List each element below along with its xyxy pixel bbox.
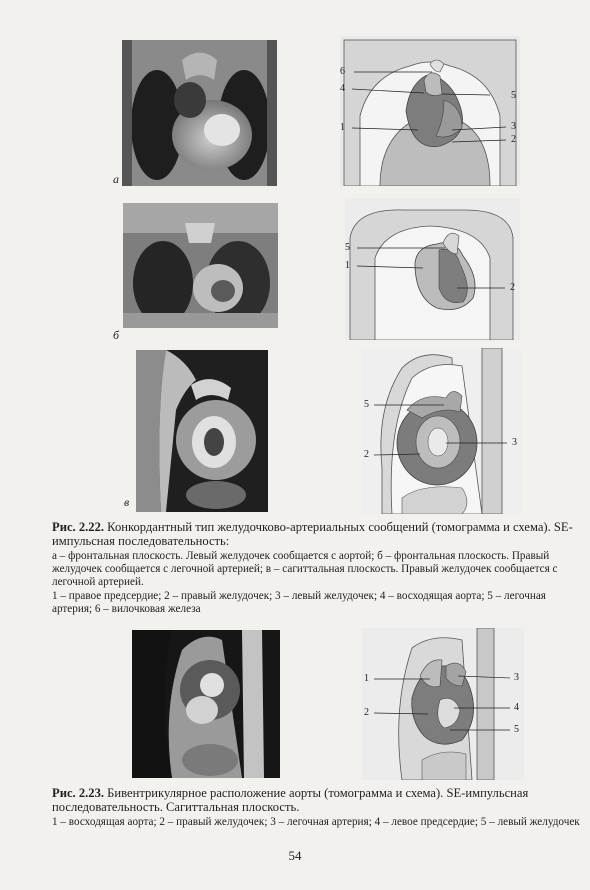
schema1-label-6: 6 [340, 66, 345, 77]
figure-caption-2-23 [52, 786, 580, 829]
schema1-label-2: 2 [511, 134, 516, 145]
schema2-label-1: 1 [345, 260, 350, 271]
figure-caption-2-22 [52, 520, 580, 616]
caption-title-text: Конкордантный тип желудочково-артериальных сообщений (томограмма и схема). SE-импульсная последовательность: [52, 520, 573, 548]
mri-scan-c [136, 350, 268, 512]
caption-figure-number-2: Рис. 2.23. [52, 786, 105, 800]
schema-diagram-2 [345, 198, 520, 340]
mri-scan-a [122, 40, 277, 186]
schema2-label-5: 5 [345, 242, 350, 253]
caption-figure-number: Рис. 2.22. [52, 520, 105, 534]
schema4-label-1: 1 [364, 673, 369, 684]
caption-description: а – фронтальная плоскость. Левый желудочек сообщается с аортой; б – фронтальная плоскость. Правый желудочек сообщается с легочной артерией; в – сагиттальная плоскость. Правый желудочек сообщается с легочной артерией. [52, 550, 558, 589]
schema-diagram-4 [362, 628, 524, 780]
page-number: 54 [288, 848, 302, 863]
caption-title-2 [52, 786, 580, 814]
mri-scan-b [123, 203, 278, 328]
caption-title-text-2: Бивентрикулярное расположение аорты (томограмма и схема). SE-импульсная последовательность. Сагиттальная плоскость. [52, 786, 529, 814]
schema-diagram-1 [340, 36, 520, 186]
schema1-label-4: 4 [340, 83, 345, 94]
schema2-label-2: 2 [510, 282, 515, 293]
subfigure-label-a: а [113, 172, 119, 186]
schema-diagram-3 [362, 348, 522, 514]
schema4-label-4: 4 [514, 702, 519, 713]
caption-legend-2: 1 – восходящая аорта; 2 – правый желудочек; 3 – легочная артерия; 4 – левое предсердие; 5 – левый желудочек [52, 816, 580, 828]
caption-legend: 1 – правое предсердие; 2 – правый желудочек; 3 – левый желудочек; 4 – восходящая аорта; 5 – легочная артерия; 6 – вилочковая железа [52, 589, 546, 615]
schema3-label-5: 5 [364, 399, 369, 410]
mri-scan-d [132, 630, 280, 778]
schema4-label-3: 3 [514, 672, 519, 683]
schema1-label-3: 3 [511, 121, 516, 132]
subfigure-label-b: б [113, 328, 120, 342]
schema4-label-5: 5 [514, 724, 519, 735]
subfigure-label-c: в [124, 495, 130, 509]
schema1-label-1: 1 [340, 122, 345, 133]
schema4-label-2: 2 [364, 707, 369, 718]
schema1-label-5: 5 [511, 90, 516, 101]
schema3-label-3: 3 [512, 437, 517, 448]
mri-image-a [122, 40, 277, 186]
caption-title [52, 520, 580, 548]
schema3-label-2: 2 [364, 449, 369, 460]
